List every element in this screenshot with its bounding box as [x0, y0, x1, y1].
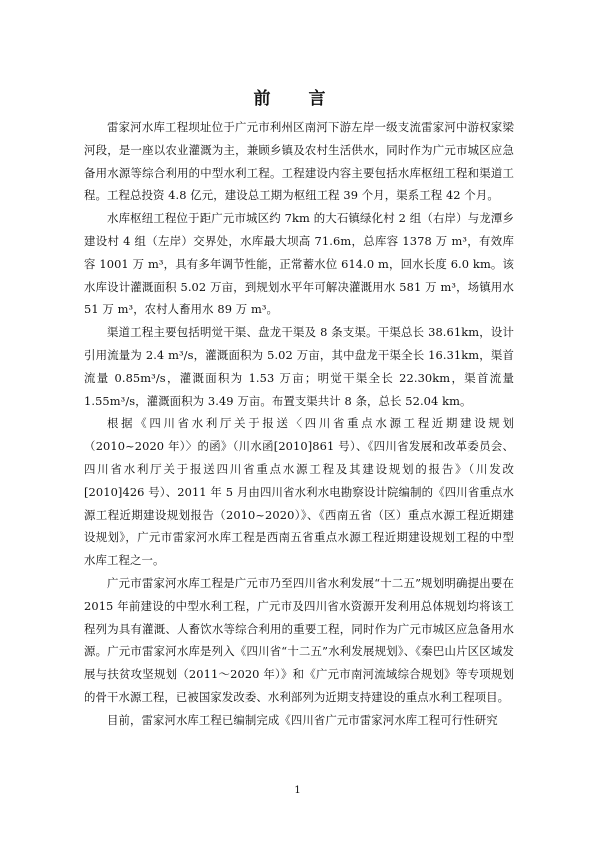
page-title: 前 言: [253, 89, 342, 109]
paragraph-3: 渠道工程主要包括明觉干渠、盘龙干渠及 8 条支渠。干渠总长 38.61km，设计引用流量为 2.4 m³/s，灌溉面积为 5.02 万亩，其中盘龙干渠全长 16.31km，渠首流量 0.85m³/s，灌溉面积为 1.53 万亩；明觉干渠全长 22.30km，渠首流量 1.55m³/s，灌溉面积为 3.49 万亩。布置支渠共计 8 条，总长 52.04 km。: [84, 325, 514, 408]
paragraph-5: 广元市雷家河水库工程是广元市乃至四川省水利发展“十二五”规划明确提出要在 2015 年前建设的中型水利工程，广元市及四川省水资源开发利用总体规划均将该工程列为具有灌溉、人畜饮水等综合利用的重要工程，同时作为广元市城区应急备用水源。广元市雷家河水库是列入《四川省“十二五”水利发展规划》、《秦巴山片区区域发展与扶贫攻坚规划（2011～2020 年）》和《广元市南河流域综合规划》等专项规划的骨干水源工程，已被国家发改委、水利部列为近期支持建设的重点水利工程项目。: [84, 575, 514, 704]
paragraph-6: 目前，雷家河水库工程已编制完成《四川省广元市雷家河水库工程可行性研究: [107, 712, 498, 727]
paragraph-4: 根据《四川省水利厅关于报送〈四川省重点水源工程近期建设规划（2010~2020 年）〉的函》（川水函[2010]861 号）、《四川省发展和改革委员会、四川省水利厅关于报送四川省重点水源工程及其建设规划的报告》（川发改[2010]426 号）、2011 年 5 月由四川省水利水电勘察设计院编制的《四川省重点水源工程近期建设规划报告（2010~2020）》、《西南五省（区）重点水源工程近期建设规划》，广元市雷家河水库工程是西南五省重点水源工程近期建设规划工程的中型水库工程之一。: [84, 416, 514, 568]
page-number: 1: [294, 785, 301, 796]
body-text: [84, 116, 514, 732]
paragraph-2: 水库枢纽工程位于距广元市城区约 7km 的大石镇绿化村 2 组（右岸）与龙潭乡建设村 4 组（左岸）交界处，水库最大坝高 71.6m，总库容 1378 万 m³，有效库容 1001 万 m³，具有多年调节性能，正常蓄水位 614.0 m，回水长度 6.0 km。该水库设计灌溉面积 5.02 万亩，到规划水平年可解决灌溉用水 581 万 m³，场镇用水 51 万 m³，农村人畜用水 89 万 m³。: [84, 211, 514, 317]
paragraph-1: 雷家河水库工程坝址位于广元市利州区南河下游左岸一级支流雷家河中游权家梁河段，是一座以农业灌溉为主，兼顾乡镇及农村生活供水，同时作为广元市城区应急备用水源等综合利用的中型水利工程。工程建设内容主要包括水库枢纽工程和渠道工程。工程总投资 4.8 亿元，建设总工期为枢纽工程 39 个月，渠系工程 42 个月。: [84, 120, 514, 203]
